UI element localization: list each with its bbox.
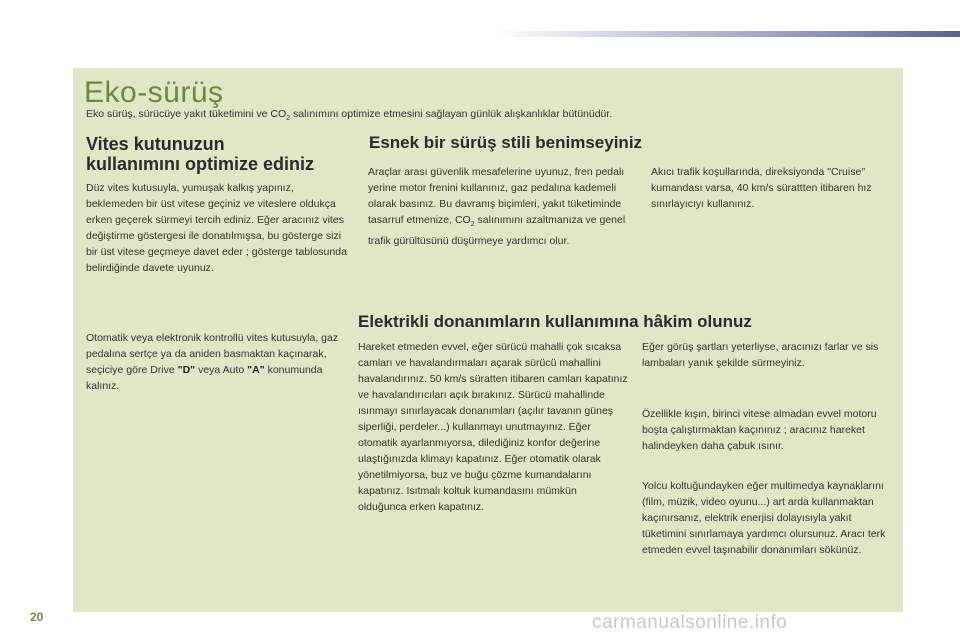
elektrik-paragraph-1: Hareket etmeden evvel, eğer sürücü mahalli çok sıcaksa camları ve havalandırmaları açarak sürücü mahallini havalandırınız. 50 km/s süratten itibaren camları kapatınız ve havalandırıcıları açık bırakınız. Sürücü mahallinde ısınmayı sınırlayacak donanımları (açılır tavanın güneş siperliği, perdeler...) kullanmayı unutmayınız. Eğer otomatik ayarlanmıyorsa, dilediğiniz konfor değerine ulaştığınızda klimayı kapatınız. Eğer otomatik olarak yönetilmiyorsa, buz ve buğu çözme kumandalarını kapatınız. Isıtmalı koltuk kumandasını mümkün olduğunca erken kapatınız.: [358, 341, 628, 513]
esnek-paragraph-2: Akıcı trafik koşullarında, direksiyonda "Cruise" kumandası varsa, 40 km/s sürattten itibaren hız sınırlayıcıyı kullanınız.: [651, 166, 872, 210]
heading-line-1: Vites kutunuzun: [86, 134, 225, 154]
page-title: Eko-sürüş: [84, 76, 224, 109]
vites-paragraph-manual: Düz vites kutusuyla, yumuşak kalkış yapınız, beklemeden bir üst vitese geçiniz ve viteslere oldukça erken geçerek sürmeyi tercih ediniz. Eğer aracınız vites değiştirme göstergesi ile donatılmışsa, bu gösterge sizi bir üst vitese geçmeye davet eder ; gösterge tablosunda belirdiğinde davete uyunuz.: [86, 182, 347, 274]
esnek-subscript: 2: [470, 221, 475, 229]
intro-text-before: Eko sürüş, sürücüye yakıt tüketimini ve CO: [86, 108, 287, 120]
section-heading-esnek: Esnek bir sürüş stili benimseyiniz: [369, 133, 643, 152]
heading-line-2: kullanımını optimize ediniz: [86, 154, 315, 174]
elektrik-paragraph-3: Özellikle kışın, birinci vitese almadan evvel motoru boşta çalıştırmaktan kaçınınız ; aracınız hareket halindeyken daha çabuk ısınır.: [642, 408, 877, 452]
auto-text-2: veya Auto: [195, 364, 248, 376]
header-gradient-bar: [495, 31, 960, 37]
esnek-text-after: salınımını azaltmanıza ve genel trafik gürültüsünü düşürmeye yardımcı olur.: [368, 214, 626, 248]
section-heading-elektrik: Elektrikli donanımların kullanımına hâkim olunuz: [358, 312, 752, 331]
intro-text-after: salınımını optimize etmesini sağlayan günlük alışkanlıklar bütünüdür.: [290, 108, 613, 120]
esnek-text-before: Araçlar arası güvenlik mesafelerine uyunuz, fren pedalı yerine motor frenini kullanınız, gaz pedalına kademeli olarak basınız. Bu davranış biçimleri, yakıt tüketiminde tasarruf etmenize, CO: [368, 166, 625, 226]
auto-text-3: konumunda kalınız.: [86, 364, 323, 392]
watermark: carmanualsonline.info: [592, 612, 788, 633]
auto-mode-label: "A": [247, 364, 265, 376]
elektrik-paragraph-2: Eğer görüş şartları yeterliyse, aracınızı farlar ve sis lambaları yanık şekilde sürmeyiniz.: [642, 341, 879, 369]
page-number: 20: [30, 610, 44, 624]
elektrik-paragraph-4: Yolcu koltuğundayken eğer multimedya kaynaklarını (film, müzik, video oyunu...) art arda kullanmaktan kaçınırsanız, elektrik enerjisi dolayısıyla yakıt tüketimini sınırlamaya yardımcı olursunuz. Aracı terk etmeden evvel taşınabilir donanımları sökünüz.: [642, 480, 886, 556]
section-heading-vites: [86, 134, 346, 174]
drive-mode-label: "D": [177, 364, 196, 376]
page-intro: [86, 108, 846, 122]
vites-paragraph-automatic: [86, 330, 348, 394]
esnek-paragraph-1: [368, 164, 630, 249]
auto-text-1: Otomatik veya elektronik kontrollü vites kutusuyla, gaz pedalına sertçe ya da aniden basmaktan kaçınarak, seçiciye göre Drive: [86, 332, 339, 376]
intro-subscript: 2: [286, 115, 291, 123]
